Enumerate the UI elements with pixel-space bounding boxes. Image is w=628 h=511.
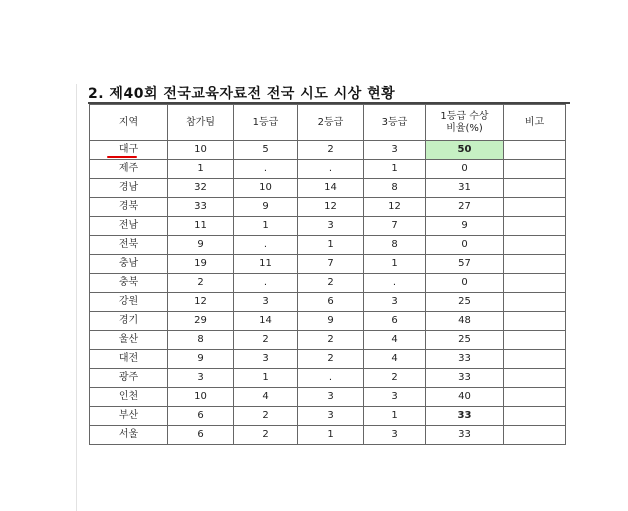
cell-teams: 32 xyxy=(168,179,234,198)
cell-grade2: 3 xyxy=(298,407,364,426)
table-row xyxy=(90,198,566,217)
cell-grade2: 3 xyxy=(298,388,364,407)
cell-note xyxy=(504,369,566,388)
cell-grade2: . xyxy=(298,369,364,388)
table-row xyxy=(90,179,566,198)
cell-grade2: 6 xyxy=(298,293,364,312)
cell-grade2: 7 xyxy=(298,255,364,274)
cell-teams: 10 xyxy=(168,141,234,160)
table-header-row xyxy=(90,105,566,141)
cell-region: 부산 xyxy=(90,407,168,426)
cell-note xyxy=(504,331,566,350)
cell-grade1: 5 xyxy=(234,141,298,160)
table-row xyxy=(90,369,566,388)
cell-note xyxy=(504,217,566,236)
cell-grade1: . xyxy=(234,160,298,179)
award-status-table xyxy=(89,104,566,445)
cell-grade3: 8 xyxy=(364,179,426,198)
header-region: 지역 xyxy=(90,105,168,141)
section-title: 2. 제40회 전국교육자료전 전국 시도 시상 현황 xyxy=(88,86,396,102)
cell-grade3: 1 xyxy=(364,407,426,426)
cell-ratio: 25 xyxy=(426,293,504,312)
cell-ratio: 48 xyxy=(426,312,504,331)
cell-grade1: 2 xyxy=(234,426,298,445)
header-ratio-line2: 비율(%) xyxy=(446,122,483,134)
cell-teams: 6 xyxy=(168,426,234,445)
cell-grade2: 2 xyxy=(298,331,364,350)
cell-note xyxy=(504,426,566,445)
cell-teams: 3 xyxy=(168,369,234,388)
cell-region: 대구 xyxy=(90,141,168,160)
header-grade2: 2등급 xyxy=(298,105,364,141)
header-grade3: 3등급 xyxy=(364,105,426,141)
cell-note xyxy=(504,312,566,331)
cell-note xyxy=(504,141,566,160)
cell-note xyxy=(504,388,566,407)
cell-teams: 6 xyxy=(168,407,234,426)
table-row xyxy=(90,312,566,331)
cell-teams: 19 xyxy=(168,255,234,274)
cell-teams: 9 xyxy=(168,236,234,255)
header-grade1: 1등급 xyxy=(234,105,298,141)
cell-grade3: 6 xyxy=(364,312,426,331)
cell-note xyxy=(504,179,566,198)
cell-region: 전남 xyxy=(90,217,168,236)
cell-grade1: . xyxy=(234,236,298,255)
cell-ratio: 33 xyxy=(426,407,504,426)
table-row xyxy=(90,407,566,426)
table-row xyxy=(90,255,566,274)
cell-note xyxy=(504,255,566,274)
cell-grade3: 3 xyxy=(364,426,426,445)
cell-ratio: 0 xyxy=(426,160,504,179)
cell-ratio: 50 xyxy=(426,141,504,160)
cell-region: 강원 xyxy=(90,293,168,312)
cell-teams: 8 xyxy=(168,331,234,350)
cell-grade2: 9 xyxy=(298,312,364,331)
cell-teams: 9 xyxy=(168,350,234,369)
cell-grade2: 14 xyxy=(298,179,364,198)
cell-teams: 29 xyxy=(168,312,234,331)
cell-grade1: 14 xyxy=(234,312,298,331)
cell-grade1: 3 xyxy=(234,350,298,369)
cell-ratio: 9 xyxy=(426,217,504,236)
cell-region: 경남 xyxy=(90,179,168,198)
cell-note xyxy=(504,198,566,217)
cell-grade2: 1 xyxy=(298,236,364,255)
cell-ratio: 0 xyxy=(426,274,504,293)
cell-note xyxy=(504,293,566,312)
header-ratio xyxy=(426,105,504,141)
header-teams: 참가팀 xyxy=(168,105,234,141)
cell-region: 전북 xyxy=(90,236,168,255)
cell-grade2: 1 xyxy=(298,426,364,445)
table-row xyxy=(90,293,566,312)
page-left-edge xyxy=(76,84,77,511)
cell-grade1: 1 xyxy=(234,369,298,388)
cell-grade2: 2 xyxy=(298,141,364,160)
cell-ratio: 0 xyxy=(426,236,504,255)
cell-region: 서울 xyxy=(90,426,168,445)
cell-grade1: 9 xyxy=(234,198,298,217)
cell-grade2: 2 xyxy=(298,350,364,369)
cell-teams: 12 xyxy=(168,293,234,312)
cell-grade2: 3 xyxy=(298,217,364,236)
header-note: 비고 xyxy=(504,105,566,141)
table-row xyxy=(90,388,566,407)
cell-teams: 1 xyxy=(168,160,234,179)
cell-note xyxy=(504,350,566,369)
table-row xyxy=(90,160,566,179)
cell-grade1: 2 xyxy=(234,331,298,350)
cell-grade1: 2 xyxy=(234,407,298,426)
cell-grade1: 11 xyxy=(234,255,298,274)
cell-region: 울산 xyxy=(90,331,168,350)
table-row xyxy=(90,331,566,350)
cell-ratio: 57 xyxy=(426,255,504,274)
cell-ratio: 27 xyxy=(426,198,504,217)
cell-region: 인천 xyxy=(90,388,168,407)
cell-note xyxy=(504,407,566,426)
cell-region: 경북 xyxy=(90,198,168,217)
cell-note xyxy=(504,236,566,255)
table-row xyxy=(90,426,566,445)
cell-grade3: 8 xyxy=(364,236,426,255)
cell-note xyxy=(504,274,566,293)
cell-grade3: 3 xyxy=(364,388,426,407)
table-body xyxy=(90,141,566,445)
cell-grade3: 12 xyxy=(364,198,426,217)
cell-grade2: . xyxy=(298,160,364,179)
cell-teams: 33 xyxy=(168,198,234,217)
cell-grade3: 3 xyxy=(364,293,426,312)
cell-ratio: 33 xyxy=(426,426,504,445)
cell-teams: 11 xyxy=(168,217,234,236)
table-row xyxy=(90,350,566,369)
cell-grade3: 4 xyxy=(364,331,426,350)
cell-grade3: 2 xyxy=(364,369,426,388)
cell-ratio: 25 xyxy=(426,331,504,350)
cell-teams: 10 xyxy=(168,388,234,407)
table-row xyxy=(90,141,566,160)
red-underline-mark xyxy=(107,156,137,158)
cell-grade3: . xyxy=(364,274,426,293)
cell-grade1: 3 xyxy=(234,293,298,312)
cell-grade3: 3 xyxy=(364,141,426,160)
cell-ratio: 33 xyxy=(426,369,504,388)
table-row xyxy=(90,274,566,293)
header-ratio-line1: 1등급 수상 xyxy=(440,110,489,122)
cell-ratio: 33 xyxy=(426,350,504,369)
cell-grade2: 12 xyxy=(298,198,364,217)
cell-grade3: 7 xyxy=(364,217,426,236)
cell-ratio: 40 xyxy=(426,388,504,407)
cell-teams: 2 xyxy=(168,274,234,293)
cell-region: 경기 xyxy=(90,312,168,331)
cell-grade1: . xyxy=(234,274,298,293)
cell-region: 제주 xyxy=(90,160,168,179)
cell-ratio: 31 xyxy=(426,179,504,198)
cell-grade1: 10 xyxy=(234,179,298,198)
cell-region: 충북 xyxy=(90,274,168,293)
cell-region: 광주 xyxy=(90,369,168,388)
cell-grade3: 4 xyxy=(364,350,426,369)
cell-region: 충남 xyxy=(90,255,168,274)
cell-grade3: 1 xyxy=(364,160,426,179)
table-row xyxy=(90,217,566,236)
cell-region: 대전 xyxy=(90,350,168,369)
cell-grade2: 2 xyxy=(298,274,364,293)
cell-grade3: 1 xyxy=(364,255,426,274)
cell-grade1: 1 xyxy=(234,217,298,236)
cell-grade1: 4 xyxy=(234,388,298,407)
table-row xyxy=(90,236,566,255)
cell-note xyxy=(504,160,566,179)
